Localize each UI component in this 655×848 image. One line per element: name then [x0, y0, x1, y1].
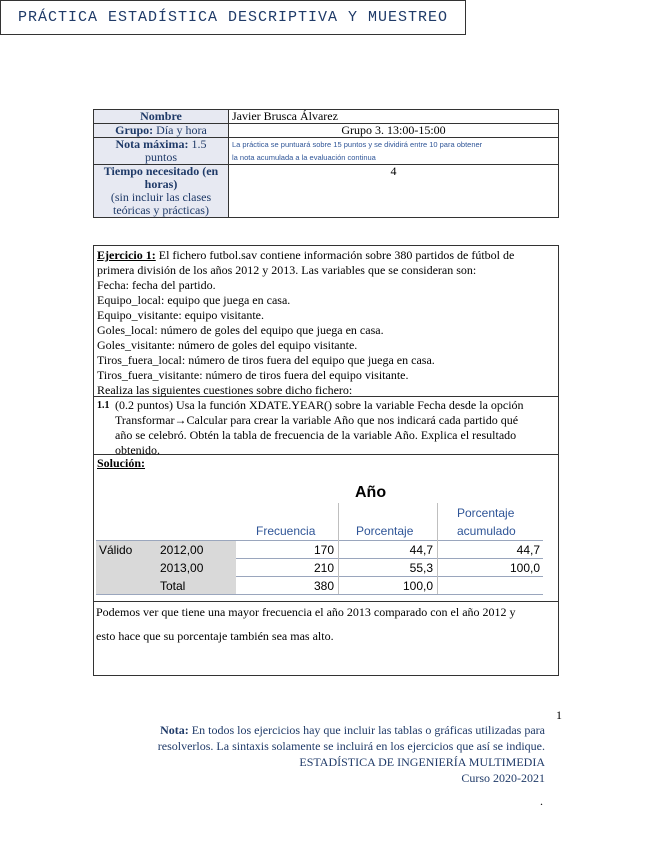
col-header-cum-1: Porcentaje — [457, 506, 515, 520]
var-item: Tiros_fuera_visitante: número de tiros fuera del equipo visitante. — [97, 368, 409, 382]
row-label: 2013,00 — [160, 561, 204, 575]
var-item: Goles_local: número de goles del equipo que juega en casa. — [97, 323, 384, 337]
var-item: Equipo_local: equipo que juega en casa. — [97, 293, 291, 307]
tiempo-label-2: horas) — [144, 177, 178, 191]
question-line-2: Transformar→Calcular para crear la variable Año que nos indicará cada partido qué — [115, 413, 519, 427]
header-divider — [437, 503, 438, 540]
tiempo-sub-2: teóricas y prácticas) — [113, 203, 209, 217]
footer-note-2: resolverlos. La sintaxis solamente se incluirá en los ejercicios que así se indique. — [157, 739, 545, 753]
row-label: Total — [160, 579, 186, 593]
row-pct: 100,0 — [402, 579, 433, 593]
nota-unit: puntos — [144, 150, 177, 164]
tiempo-value: 4 — [229, 165, 559, 218]
footer-note-1: En todos los ejercicios hay que incluir las tablas o gráficas utilizadas para — [188, 723, 545, 737]
nombre-label: Nombre — [94, 110, 229, 124]
nota-value: 1.5 — [191, 137, 207, 151]
col-header-freq: Frecuencia — [256, 524, 316, 538]
row-pct: 55,3 — [409, 561, 433, 575]
nota-desc-1: La práctica se puntuará sobre 15 puntos y se dividirá entre 10 para obtener — [232, 140, 483, 149]
col-header-cum-2: acumulado — [457, 524, 516, 538]
answer-text — [96, 600, 556, 648]
header-rule — [96, 540, 543, 541]
var-item: Equipo_visitante: equipo visitante. — [97, 308, 264, 322]
footer-dot: . — [540, 794, 543, 808]
divider — [94, 454, 558, 455]
row-freq: 380 — [313, 579, 334, 593]
footer-course: ESTADÍSTICA DE INGENIERÍA MULTIMEDIA — [299, 755, 545, 769]
row-group-label: Válido — [99, 543, 133, 557]
header-divider — [338, 503, 339, 540]
divider — [94, 396, 558, 397]
question-1-1 — [97, 398, 555, 458]
col-header-pct: Porcentaje — [356, 524, 414, 538]
footer-note — [158, 722, 545, 786]
var-item: Tiros_fuera_local: número de tiros fuera del equipo que juega en casa. — [97, 353, 435, 367]
row-pct: 44,7 — [409, 543, 433, 557]
row-freq: 210 — [313, 561, 334, 575]
exercise-instruction: Realiza las siguientes cuestiones sobre dicho fichero: — [97, 383, 353, 397]
exercise-intro-2: primera división de los años 2012 y 2013. Las variables que se consideran son: — [97, 263, 477, 277]
document-title: PRÁCTICA ESTADÍSTICA DESCRIPTIVA Y MUESTREO — [0, 0, 466, 35]
tiempo-sub-1: (sin incluir las clases — [110, 190, 212, 204]
nota-desc — [229, 138, 559, 165]
footer-note-label: Nota: — [160, 723, 189, 737]
question-line-1: (0.2 puntos) Usa la función XDATE.YEAR() sobre la variable Fecha desde la opción — [115, 398, 524, 412]
question-line-4: obtenido. — [115, 443, 160, 457]
grupo-label-cell — [94, 124, 229, 138]
answer-line-2: esto hace que su porcentaje también sea mas alto. — [96, 629, 334, 643]
exercise-text — [97, 248, 555, 398]
nota-label-cell — [94, 138, 229, 165]
row-rule — [236, 558, 543, 559]
row-cum: 100,0 — [509, 561, 540, 575]
var-item: Goles_visitante: número de goles del equipo visitante. — [97, 338, 358, 352]
tiempo-label-1: Tiempo necesitado (en — [103, 164, 219, 178]
nota-desc-2: la nota acumulada a la evaluación continua — [232, 153, 376, 162]
grupo-label: Grupo: — [115, 123, 154, 137]
exercise-heading: Ejercicio 1: — [97, 248, 156, 262]
exercise-intro-1: El fichero futbol.sav contiene información sobre 380 partidos de fútbol de — [155, 248, 515, 262]
var-item: Fecha: fecha del partido. — [97, 278, 216, 292]
nombre-value: Javier Brusca Álvarez — [229, 110, 559, 124]
grupo-value: Grupo 3. 13:00-15:00 — [229, 124, 559, 138]
question-number: 1.1 — [97, 400, 110, 411]
question-line-3: año se celebró. Obtén la tabla de frecuencia de la variable Año. Explica el resultado — [115, 428, 517, 442]
row-cum: 44,7 — [516, 543, 540, 557]
row-freq: 170 — [313, 543, 334, 557]
page-number: 1 — [556, 708, 562, 722]
col-divider — [338, 540, 339, 594]
nota-label: Nota máxima: — [115, 137, 189, 151]
info-table — [93, 109, 559, 218]
footer-year: Curso 2020-2021 — [461, 771, 545, 785]
col-divider — [437, 540, 438, 594]
row-rule — [236, 576, 543, 577]
solution-label: Solución: — [97, 456, 146, 470]
bottom-rule — [96, 594, 543, 595]
freq-table-title: Año — [355, 484, 387, 501]
grupo-sub: Día y hora — [156, 123, 207, 137]
tiempo-label-cell — [94, 165, 229, 218]
row-label: 2012,00 — [160, 543, 204, 557]
answer-line-1: Podemos ver que tiene una mayor frecuencia el año 2013 comparado con el año 2012 y — [96, 605, 516, 619]
